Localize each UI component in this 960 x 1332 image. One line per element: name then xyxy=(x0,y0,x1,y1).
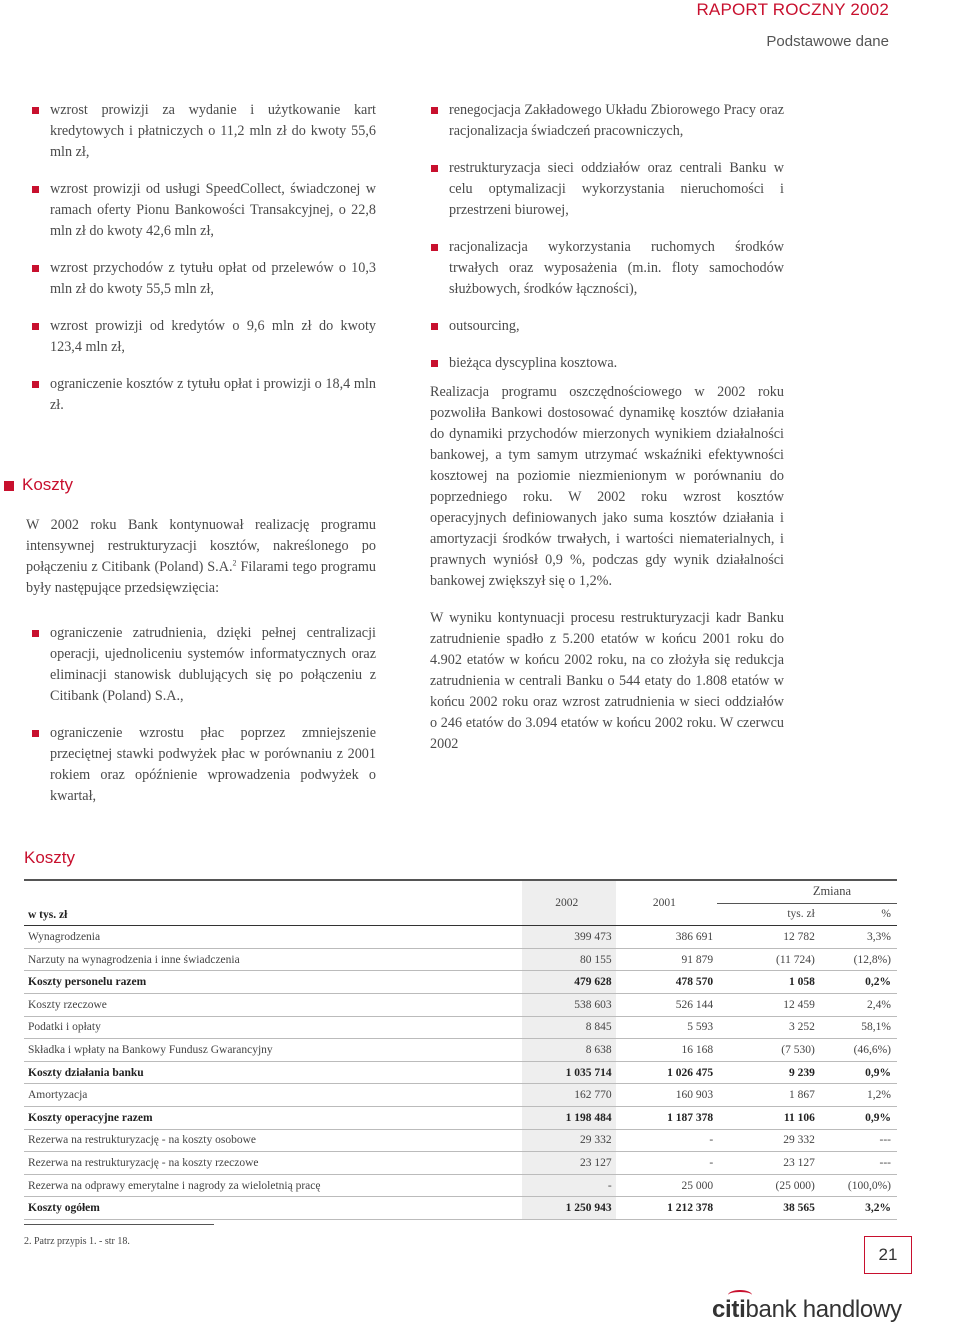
bullet-item: ograniczenie zatrudnienia, dzięki pełnej centralizacji operacji, ujednoliceniu systemów informatycznych oraz eliminacji stanowisk dublujących się po połączeniu z Citibank (Poland) S.A., xyxy=(32,623,376,707)
change-abs: 1 058 xyxy=(717,971,819,994)
change-abs-header: tys. zł xyxy=(717,903,819,926)
paragraph: W wyniku kontynuacji procesu restrukturyzacji kadr Banku zatrudnienie spadło z 5.200 etatów w końcu 2001 roku do 4.902 etatów w końcu 2002 roku, na co złożyła się redukcja zatrudnienia w centrali Banku o 544 etaty do 1.808 etatów w końcu 2002 roku oraz wzrost zatrudnienia w sieci oddziałów o 246 etatów do 3.094 etatów w końcu 2002 roku. W czerwcu 2002 xyxy=(430,610,784,752)
bullet-item: restrukturyzacja sieci oddziałów oraz centrali Banku w celu optymalizacji wykorzystania nieruchomości i przestrzeni biurowej, xyxy=(431,158,784,221)
footnote: 2. Patrz przypis 1. - str 18. xyxy=(24,1236,130,1247)
costs-table xyxy=(24,879,897,1220)
table-row xyxy=(24,1152,897,1175)
left-bullets-top xyxy=(32,100,376,432)
value-2001: 5 593 xyxy=(616,1016,718,1039)
row-label: Rezerwa na restrukturyzację - na koszty rzeczowe xyxy=(24,1152,522,1175)
value-2002: - xyxy=(522,1174,616,1197)
bullet-item: ograniczenie wzrostu płac poprzez zmniejszenie przeciętnej stawki podwyżek płac w porównaniu z 2001 rokiem oraz opóźnienie wprowadzenia podwyżek o kwartał, xyxy=(32,723,376,807)
change-pct-header: % xyxy=(819,903,897,926)
change-pct: (46,6%) xyxy=(819,1039,897,1062)
change-pct: 0,9% xyxy=(819,1061,897,1084)
value-2001: 91 879 xyxy=(616,948,718,971)
bullet-item: racjonalizacja wykorzystania ruchomych środków trwałych oraz wyposażenia (m.in. floty samochodów służbowych, środków łączności), xyxy=(431,237,784,300)
bullet-item: renegocjacja Zakładowego Układu Zbiorowego Pracy oraz racjonalizacja świadczeń pracowniczych, xyxy=(431,100,784,142)
value-2002: 399 473 xyxy=(522,926,616,949)
left-bullets-bottom xyxy=(32,623,376,823)
change-pct: 0,2% xyxy=(819,971,897,994)
change-abs: (25 000) xyxy=(717,1174,819,1197)
row-label: Rezerwa na restrukturyzację - na koszty osobowe xyxy=(24,1129,522,1152)
unit-label: w tys. zł xyxy=(24,880,522,926)
row-label: Amortyzacja xyxy=(24,1084,522,1107)
bullet-item: wzrost przychodów z tytułu opłat od przelewów o 10,3 mln zł do kwoty 55,5 mln zł, xyxy=(32,258,376,300)
table-header-row xyxy=(24,880,897,903)
logo-text: bank handlowy xyxy=(745,1296,902,1323)
bullet-item: wzrost prowizji za wydanie i użytkowanie kart kredytowych i płatniczych o 11,2 mln zł do kwoty 55,6 mln zł, xyxy=(32,100,376,163)
value-2001: 25 000 xyxy=(616,1174,718,1197)
value-2002: 80 155 xyxy=(522,948,616,971)
table-row xyxy=(24,1016,897,1039)
table-body xyxy=(24,926,897,1220)
change-pct: --- xyxy=(819,1129,897,1152)
value-2001: 160 903 xyxy=(616,1084,718,1107)
intro-text-2: Filarami tego programu były następujące przedsięwzięcia: xyxy=(26,559,376,596)
citibank-handlowy-logo xyxy=(712,1296,902,1324)
table-row xyxy=(24,1129,897,1152)
value-2002: 8 845 xyxy=(522,1016,616,1039)
value-2001: 386 691 xyxy=(616,926,718,949)
table-row xyxy=(24,926,897,949)
table-row xyxy=(24,971,897,994)
value-2001: 1 187 378 xyxy=(616,1106,718,1129)
col-2002-header: 2002 xyxy=(522,880,616,926)
table-row xyxy=(24,1061,897,1084)
page-number: 21 xyxy=(864,1236,912,1274)
value-2001: 478 570 xyxy=(616,971,718,994)
logo-arc xyxy=(728,1290,752,1300)
change-pct: 1,2% xyxy=(819,1084,897,1107)
change-abs: 12 459 xyxy=(717,993,819,1016)
table-row xyxy=(24,1106,897,1129)
bullet-item: bieżąca dyscyplina kosztowa. xyxy=(431,353,784,374)
table-row xyxy=(24,1039,897,1062)
row-label: Koszty rzeczowe xyxy=(24,993,522,1016)
table-row xyxy=(24,993,897,1016)
footnote-ref: 2 xyxy=(232,558,237,568)
bullet-item: ograniczenie kosztów z tytułu opłat i prowizji o 18,4 mln zł. xyxy=(32,374,376,416)
change-abs: 3 252 xyxy=(717,1016,819,1039)
col-2001-header: 2001 xyxy=(616,880,718,926)
change-pct: (12,8%) xyxy=(819,948,897,971)
row-label: Podatki i opłaty xyxy=(24,1016,522,1039)
logo-citi: citi xyxy=(712,1296,746,1323)
section-intro xyxy=(26,515,376,599)
table-title: Koszty xyxy=(24,848,76,867)
row-label: Koszty personelu razem xyxy=(24,971,522,994)
change-pct: --- xyxy=(819,1152,897,1175)
paragraph: Realizacja programu oszczędnościowego w 2002 roku pozwoliła Bankowi dostosować dynamikę kosztów działania do dynamiki przychodów mierzonych wynikiem działalności bankowej, a tym samym utrzymać wskaźniki efektywności kosztowej na poziomie niezmienionym w porównaniu do poprzedniego roku. W 2002 roku wzrost kosztów operacyjnych definiowanych jako suma kosztów działania i amortyzacji środków trwałych, i wartości niematerialnych, i prawnych wyniósł 0,9 %, podczas gdy wynik działalności bankowej zwiększył się o 1,2%. xyxy=(430,384,784,589)
row-label: Koszty operacyjne razem xyxy=(24,1106,522,1129)
report-subtitle: Podstawowe dane xyxy=(766,33,889,50)
change-pct: 0,9% xyxy=(819,1106,897,1129)
change-abs: 11 106 xyxy=(717,1106,819,1129)
change-pct: 3,3% xyxy=(819,926,897,949)
value-2001: 16 168 xyxy=(616,1039,718,1062)
change-abs: 12 782 xyxy=(717,926,819,949)
change-abs: 9 239 xyxy=(717,1061,819,1084)
row-label: Składka i wpłaty na Bankowy Fundusz Gwarancyjny xyxy=(24,1039,522,1062)
row-label: Koszty ogółem xyxy=(24,1197,522,1220)
change-abs: 38 565 xyxy=(717,1197,819,1220)
value-2002: 538 603 xyxy=(522,993,616,1016)
row-label: Koszty działania banku xyxy=(24,1061,522,1084)
table-row xyxy=(24,1197,897,1220)
row-label: Narzuty na wynagrodzenia i inne świadczenia xyxy=(24,948,522,971)
value-2001: 1 212 378 xyxy=(616,1197,718,1220)
intro-text-1: W 2002 roku Bank kontynuował realizację programu intensywnej restrukturyzacji kosztów, nakreślonego po połączeniu z Citibank (Poland) S.A. xyxy=(26,517,376,575)
change-header: Zmiana xyxy=(717,880,897,903)
bullet-item: wzrost prowizji od kredytów o 9,6 mln zł do kwoty 123,4 mln zł, xyxy=(32,316,376,358)
value-2001: 1 026 475 xyxy=(616,1061,718,1084)
table-row xyxy=(24,1084,897,1107)
bullet-item: outsourcing, xyxy=(431,316,784,337)
footnote-divider xyxy=(24,1224,214,1225)
change-abs: 29 332 xyxy=(717,1129,819,1152)
change-pct: 58,1% xyxy=(819,1016,897,1039)
report-title: RAPORT ROCZNY 2002 xyxy=(696,0,889,19)
table-row xyxy=(24,1174,897,1197)
row-label: Wynagrodzenia xyxy=(24,926,522,949)
value-2001: - xyxy=(616,1152,718,1175)
change-abs: 23 127 xyxy=(717,1152,819,1175)
value-2002: 1 250 943 xyxy=(522,1197,616,1220)
value-2002: 1 198 484 xyxy=(522,1106,616,1129)
right-column xyxy=(431,100,784,771)
value-2002: 1 035 714 xyxy=(522,1061,616,1084)
table-row xyxy=(24,948,897,971)
change-abs: (11 724) xyxy=(717,948,819,971)
change-abs: 1 867 xyxy=(717,1084,819,1107)
value-2002: 8 638 xyxy=(522,1039,616,1062)
row-label: Rezerwa na odprawy emerytalne i nagrody za wieloletnią pracę xyxy=(24,1174,522,1197)
bullet-item: wzrost prowizji od usługi SpeedCollect, świadczonej w ramach oferty Pionu Bankowości Transakcyjnej, o 22,8 mln zł do kwoty 42,6 mln zł, xyxy=(32,179,376,242)
change-pct: 2,4% xyxy=(819,993,897,1016)
value-2002: 162 770 xyxy=(522,1084,616,1107)
value-2002: 479 628 xyxy=(522,971,616,994)
change-pct: (100,0%) xyxy=(819,1174,897,1197)
change-abs: (7 530) xyxy=(717,1039,819,1062)
value-2002: 23 127 xyxy=(522,1152,616,1175)
value-2001: 526 144 xyxy=(616,993,718,1016)
section-title-koszty: Koszty xyxy=(4,475,73,495)
value-2001: - xyxy=(616,1129,718,1152)
value-2002: 29 332 xyxy=(522,1129,616,1152)
change-pct: 3,2% xyxy=(819,1197,897,1220)
